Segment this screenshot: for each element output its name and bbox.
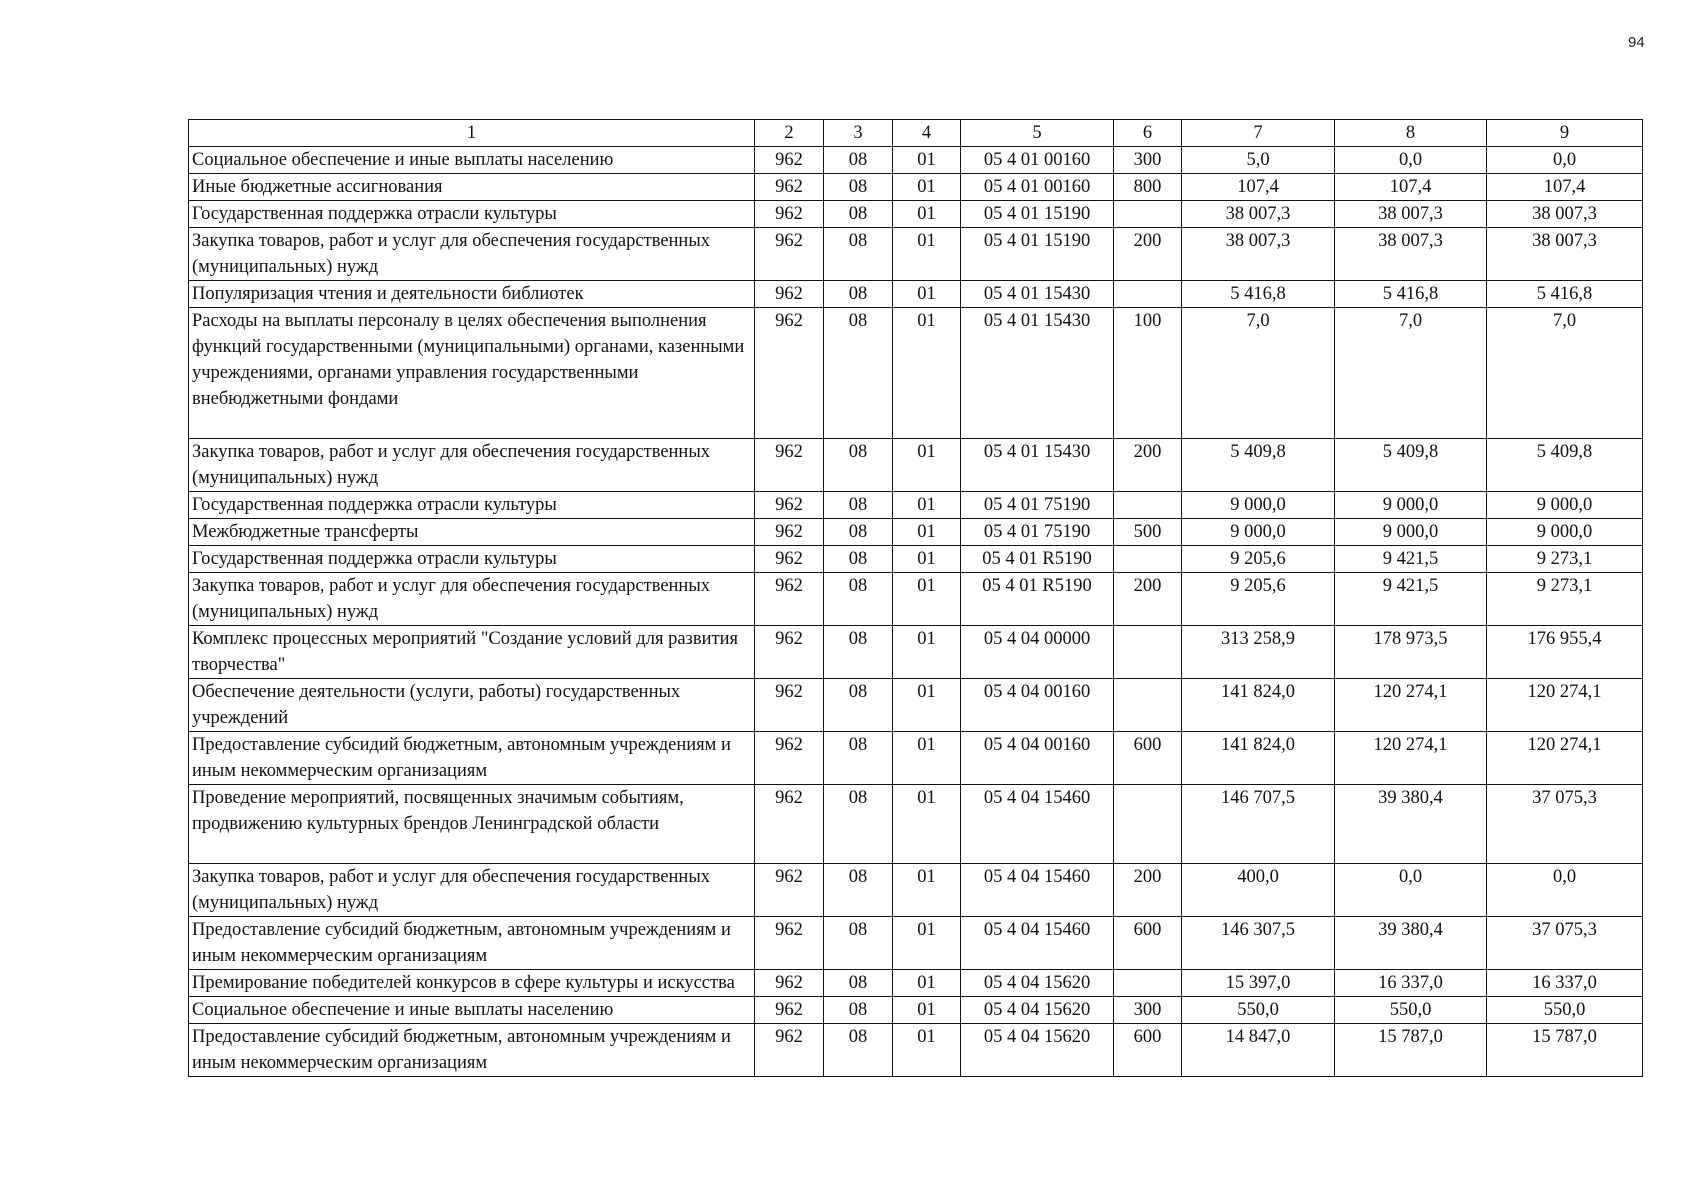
cell-col-9: 9 000,0 — [1487, 519, 1643, 546]
cell-col-7: 313 258,9 — [1182, 626, 1335, 679]
cell-name: Предоставление субсидий бюджетным, автономным учреждениям и иным некоммерческим организациям — [189, 732, 755, 785]
cell-col-9: 5 409,8 — [1487, 439, 1643, 492]
cell-col-9: 9 273,1 — [1487, 573, 1643, 626]
cell-col-6: 200 — [1114, 439, 1182, 492]
cell-col-5: 05 4 01 75190 — [961, 519, 1114, 546]
cell-col-8: 0,0 — [1335, 147, 1487, 174]
cell-col-4: 01 — [893, 997, 961, 1024]
cell-name: Комплекс процессных мероприятий "Создание условий для развития творчества" — [189, 626, 755, 679]
cell-col-9: 7,0 — [1487, 308, 1643, 439]
cell-col-3: 08 — [824, 864, 893, 917]
cell-col-3: 08 — [824, 785, 893, 864]
cell-col-5: 05 4 04 15620 — [961, 997, 1114, 1024]
cell-col-6: 800 — [1114, 174, 1182, 201]
cell-col-8: 120 274,1 — [1335, 732, 1487, 785]
cell-col-3: 08 — [824, 732, 893, 785]
cell-col-3: 08 — [824, 174, 893, 201]
cell-col-8: 9 421,5 — [1335, 546, 1487, 573]
header-col-3: 3 — [824, 120, 893, 147]
table-row — [189, 546, 1643, 573]
cell-col-8: 9 421,5 — [1335, 573, 1487, 626]
cell-name: Закупка товаров, работ и услуг для обеспечения государственных (муниципальных) нужд — [189, 864, 755, 917]
cell-col-5: 05 4 01 15190 — [961, 228, 1114, 281]
cell-col-9: 5 416,8 — [1487, 281, 1643, 308]
cell-col-3: 08 — [824, 546, 893, 573]
cell-col-2: 962 — [755, 201, 824, 228]
cell-col-9: 9 273,1 — [1487, 546, 1643, 573]
cell-col-4: 01 — [893, 864, 961, 917]
cell-name: Обеспечение деятельности (услуги, работы) государственных учреждений — [189, 679, 755, 732]
cell-col-3: 08 — [824, 492, 893, 519]
header-col-4: 4 — [893, 120, 961, 147]
page-number: 94 — [1628, 34, 1645, 51]
header-col-6: 6 — [1114, 120, 1182, 147]
table-row — [189, 174, 1643, 201]
cell-col-6: 300 — [1114, 997, 1182, 1024]
cell-col-8: 107,4 — [1335, 174, 1487, 201]
cell-col-8: 120 274,1 — [1335, 679, 1487, 732]
table-row — [189, 626, 1643, 679]
cell-col-2: 962 — [755, 1024, 824, 1077]
cell-col-4: 01 — [893, 1024, 961, 1077]
cell-col-7: 7,0 — [1182, 308, 1335, 439]
cell-col-9: 15 787,0 — [1487, 1024, 1643, 1077]
cell-name: Предоставление субсидий бюджетным, автономным учреждениям и иным некоммерческим организациям — [189, 1024, 755, 1077]
cell-name: Премирование победителей конкурсов в сфере культуры и искусства — [189, 970, 755, 997]
table-row — [189, 147, 1643, 174]
cell-col-4: 01 — [893, 785, 961, 864]
cell-col-9: 16 337,0 — [1487, 970, 1643, 997]
table-row — [189, 201, 1643, 228]
cell-col-8: 5 416,8 — [1335, 281, 1487, 308]
cell-col-5: 05 4 01 15430 — [961, 439, 1114, 492]
cell-name: Предоставление субсидий бюджетным, автономным учреждениям и иным некоммерческим организациям — [189, 917, 755, 970]
header-col-8: 8 — [1335, 120, 1487, 147]
cell-col-8: 7,0 — [1335, 308, 1487, 439]
cell-col-8: 39 380,4 — [1335, 785, 1487, 864]
cell-col-3: 08 — [824, 1024, 893, 1077]
cell-name: Государственная поддержка отрасли культуры — [189, 492, 755, 519]
cell-col-2: 962 — [755, 864, 824, 917]
cell-col-5: 05 4 04 15460 — [961, 785, 1114, 864]
cell-name: Закупка товаров, работ и услуг для обеспечения государственных (муниципальных) нужд — [189, 439, 755, 492]
cell-name: Расходы на выплаты персоналу в целях обеспечения выполнения функций государственными (муниципальными) органами, казенными учреждениями, органами управления государственными внебюджетными фондами — [189, 308, 755, 439]
header-col-2: 2 — [755, 120, 824, 147]
cell-col-4: 01 — [893, 228, 961, 281]
cell-col-5: 05 4 01 15190 — [961, 201, 1114, 228]
cell-col-7: 550,0 — [1182, 997, 1335, 1024]
cell-col-4: 01 — [893, 174, 961, 201]
cell-col-4: 01 — [893, 281, 961, 308]
cell-col-8: 9 000,0 — [1335, 519, 1487, 546]
cell-col-7: 38 007,3 — [1182, 228, 1335, 281]
cell-col-7: 9 205,6 — [1182, 573, 1335, 626]
cell-col-6 — [1114, 785, 1182, 864]
table-row — [189, 573, 1643, 626]
cell-col-4: 01 — [893, 439, 961, 492]
table-row — [189, 492, 1643, 519]
cell-col-3: 08 — [824, 147, 893, 174]
cell-name: Социальное обеспечение и иные выплаты населению — [189, 997, 755, 1024]
cell-col-9: 38 007,3 — [1487, 228, 1643, 281]
cell-col-3: 08 — [824, 201, 893, 228]
table-row — [189, 917, 1643, 970]
cell-col-7: 146 707,5 — [1182, 785, 1335, 864]
cell-col-8: 16 337,0 — [1335, 970, 1487, 997]
cell-col-4: 01 — [893, 626, 961, 679]
cell-col-6: 600 — [1114, 917, 1182, 970]
cell-col-5: 05 4 04 00000 — [961, 626, 1114, 679]
cell-col-8: 9 000,0 — [1335, 492, 1487, 519]
cell-col-2: 962 — [755, 970, 824, 997]
cell-col-6 — [1114, 679, 1182, 732]
cell-col-3: 08 — [824, 308, 893, 439]
cell-col-3: 08 — [824, 679, 893, 732]
budget-table — [188, 119, 1643, 1077]
cell-col-9: 550,0 — [1487, 997, 1643, 1024]
cell-col-7: 141 824,0 — [1182, 679, 1335, 732]
table-row — [189, 864, 1643, 917]
cell-col-5: 05 4 01 00160 — [961, 174, 1114, 201]
cell-col-3: 08 — [824, 626, 893, 679]
cell-col-5: 05 4 01 00160 — [961, 147, 1114, 174]
cell-col-6 — [1114, 626, 1182, 679]
cell-col-3: 08 — [824, 281, 893, 308]
cell-col-5: 05 4 04 00160 — [961, 732, 1114, 785]
cell-col-2: 962 — [755, 147, 824, 174]
cell-col-9: 38 007,3 — [1487, 201, 1643, 228]
cell-col-2: 962 — [755, 997, 824, 1024]
cell-col-2: 962 — [755, 679, 824, 732]
cell-col-7: 38 007,3 — [1182, 201, 1335, 228]
cell-name: Проведение мероприятий, посвященных значимым событиям, продвижению культурных брендов Ленинградской области — [189, 785, 755, 864]
header-col-9: 9 — [1487, 120, 1643, 147]
cell-col-8: 39 380,4 — [1335, 917, 1487, 970]
cell-col-3: 08 — [824, 439, 893, 492]
cell-col-4: 01 — [893, 147, 961, 174]
cell-col-8: 38 007,3 — [1335, 228, 1487, 281]
table-row — [189, 1024, 1643, 1077]
cell-col-2: 962 — [755, 917, 824, 970]
cell-col-3: 08 — [824, 519, 893, 546]
cell-col-8: 550,0 — [1335, 997, 1487, 1024]
cell-col-8: 0,0 — [1335, 864, 1487, 917]
cell-col-4: 01 — [893, 308, 961, 439]
cell-col-9: 37 075,3 — [1487, 917, 1643, 970]
cell-col-7: 5 409,8 — [1182, 439, 1335, 492]
cell-col-6 — [1114, 201, 1182, 228]
cell-col-6 — [1114, 281, 1182, 308]
cell-col-8: 15 787,0 — [1335, 1024, 1487, 1077]
cell-col-2: 962 — [755, 573, 824, 626]
cell-col-7: 146 307,5 — [1182, 917, 1335, 970]
cell-col-3: 08 — [824, 228, 893, 281]
cell-col-4: 01 — [893, 679, 961, 732]
cell-col-9: 120 274,1 — [1487, 732, 1643, 785]
cell-col-2: 962 — [755, 174, 824, 201]
cell-col-6: 100 — [1114, 308, 1182, 439]
cell-col-5: 05 4 01 R5190 — [961, 546, 1114, 573]
cell-col-3: 08 — [824, 917, 893, 970]
cell-col-5: 05 4 04 15620 — [961, 1024, 1114, 1077]
cell-col-8: 5 409,8 — [1335, 439, 1487, 492]
cell-col-2: 962 — [755, 626, 824, 679]
cell-col-3: 08 — [824, 573, 893, 626]
cell-col-4: 01 — [893, 573, 961, 626]
table-body — [189, 147, 1643, 1077]
cell-col-6: 300 — [1114, 147, 1182, 174]
header-col-7: 7 — [1182, 120, 1335, 147]
cell-col-9: 37 075,3 — [1487, 785, 1643, 864]
cell-name: Иные бюджетные ассигнования — [189, 174, 755, 201]
table-row — [189, 732, 1643, 785]
cell-col-6: 200 — [1114, 228, 1182, 281]
cell-col-6: 600 — [1114, 732, 1182, 785]
cell-col-2: 962 — [755, 546, 824, 573]
cell-name: Межбюджетные трансферты — [189, 519, 755, 546]
table-row — [189, 228, 1643, 281]
cell-col-7: 5 416,8 — [1182, 281, 1335, 308]
cell-col-5: 05 4 04 15620 — [961, 970, 1114, 997]
cell-col-4: 01 — [893, 546, 961, 573]
cell-col-7: 9 000,0 — [1182, 492, 1335, 519]
cell-col-5: 05 4 01 15430 — [961, 308, 1114, 439]
cell-col-6: 600 — [1114, 1024, 1182, 1077]
table-row — [189, 439, 1643, 492]
cell-col-7: 9 000,0 — [1182, 519, 1335, 546]
cell-col-6 — [1114, 492, 1182, 519]
cell-name: Закупка товаров, работ и услуг для обеспечения государственных (муниципальных) нужд — [189, 228, 755, 281]
cell-col-6: 200 — [1114, 573, 1182, 626]
table-row — [189, 785, 1643, 864]
cell-col-3: 08 — [824, 970, 893, 997]
table-row — [189, 679, 1643, 732]
cell-col-6: 500 — [1114, 519, 1182, 546]
cell-col-2: 962 — [755, 785, 824, 864]
cell-col-5: 05 4 01 15430 — [961, 281, 1114, 308]
cell-col-7: 9 205,6 — [1182, 546, 1335, 573]
cell-col-9: 9 000,0 — [1487, 492, 1643, 519]
cell-col-4: 01 — [893, 201, 961, 228]
header-col-1: 1 — [189, 120, 755, 147]
header-col-5: 5 — [961, 120, 1114, 147]
cell-col-7: 14 847,0 — [1182, 1024, 1335, 1077]
cell-name: Социальное обеспечение и иные выплаты населению — [189, 147, 755, 174]
cell-col-3: 08 — [824, 997, 893, 1024]
cell-col-5: 05 4 04 15460 — [961, 917, 1114, 970]
cell-col-5: 05 4 04 00160 — [961, 679, 1114, 732]
cell-col-5: 05 4 01 75190 — [961, 492, 1114, 519]
cell-col-8: 38 007,3 — [1335, 201, 1487, 228]
cell-col-4: 01 — [893, 970, 961, 997]
cell-col-4: 01 — [893, 492, 961, 519]
cell-col-9: 0,0 — [1487, 147, 1643, 174]
cell-col-7: 15 397,0 — [1182, 970, 1335, 997]
cell-col-2: 962 — [755, 732, 824, 785]
cell-name: Популяризация чтения и деятельности библиотек — [189, 281, 755, 308]
cell-col-2: 962 — [755, 308, 824, 439]
table-row — [189, 997, 1643, 1024]
table-row — [189, 519, 1643, 546]
cell-col-7: 141 824,0 — [1182, 732, 1335, 785]
cell-col-9: 0,0 — [1487, 864, 1643, 917]
cell-col-4: 01 — [893, 732, 961, 785]
cell-name: Государственная поддержка отрасли культуры — [189, 546, 755, 573]
cell-col-4: 01 — [893, 519, 961, 546]
cell-col-9: 107,4 — [1487, 174, 1643, 201]
table-row — [189, 308, 1643, 439]
cell-col-2: 962 — [755, 519, 824, 546]
cell-col-5: 05 4 01 R5190 — [961, 573, 1114, 626]
cell-col-2: 962 — [755, 228, 824, 281]
cell-col-7: 5,0 — [1182, 147, 1335, 174]
cell-col-9: 176 955,4 — [1487, 626, 1643, 679]
cell-col-6 — [1114, 546, 1182, 573]
cell-col-9: 120 274,1 — [1487, 679, 1643, 732]
cell-col-7: 400,0 — [1182, 864, 1335, 917]
cell-col-2: 962 — [755, 492, 824, 519]
table-row — [189, 281, 1643, 308]
cell-col-6 — [1114, 970, 1182, 997]
table-row — [189, 970, 1643, 997]
cell-col-2: 962 — [755, 439, 824, 492]
cell-col-8: 178 973,5 — [1335, 626, 1487, 679]
cell-name: Закупка товаров, работ и услуг для обеспечения государственных (муниципальных) нужд — [189, 573, 755, 626]
cell-col-2: 962 — [755, 281, 824, 308]
cell-col-5: 05 4 04 15460 — [961, 864, 1114, 917]
cell-col-7: 107,4 — [1182, 174, 1335, 201]
cell-col-6: 200 — [1114, 864, 1182, 917]
cell-col-4: 01 — [893, 917, 961, 970]
header-row — [189, 120, 1643, 147]
cell-name: Государственная поддержка отрасли культуры — [189, 201, 755, 228]
